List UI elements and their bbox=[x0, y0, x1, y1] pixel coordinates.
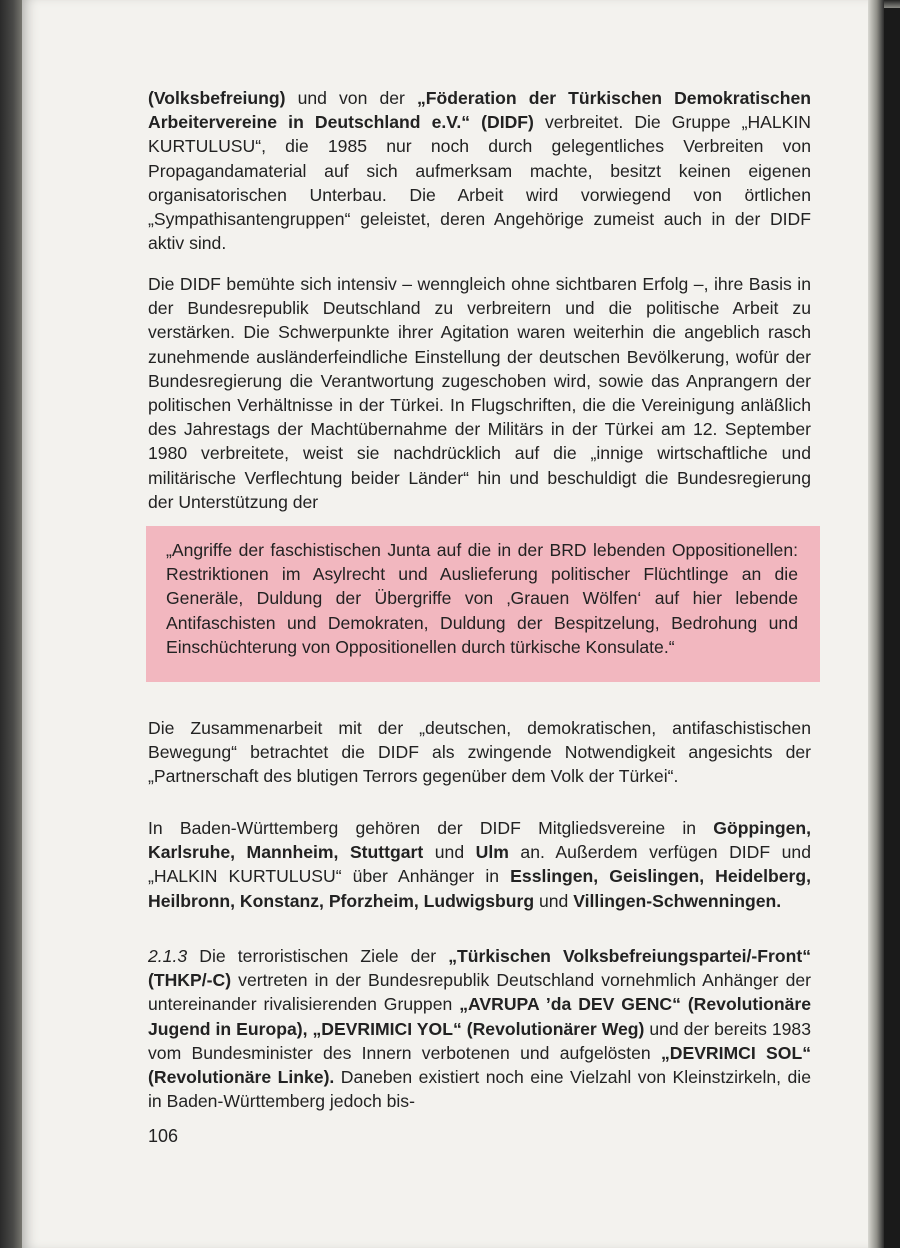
bold-term: „Föderation der Türkischen Demokratischen Arbeitervereine in Deutschland e.V.“ (DIDF) bbox=[148, 88, 811, 133]
text-run: verbreitet. Die Gruppe „HALKIN KURTULUSU“, die 1985 nur noch durch gelegentliches Verbreiten von Propagandamaterial auf sich aufmerksam machte, besitzt keinen eigenen organisatorischen Unterbau. Die Arbeit wird vorwiegend von örtlichen „Sympathisantengruppen“ geleistet, deren Angehörige zumeist auch in der DIDF aktiv sind. bbox=[148, 112, 811, 254]
text-run: an. Außerdem verfügen DIDF und „HALKIN KURTULUSU“ über Anhänger in bbox=[148, 842, 811, 887]
text-run: und bbox=[423, 842, 476, 863]
paragraph-3: Die Zusammenarbeit mit der „deutschen, demokratischen, antifaschistischen Bewegung“ betrachtet die DIDF als zwingende Notwendigkeit angesichts der „Partnerschaft des blutigen Terrors gegenüber dem Volk der Türkei“. bbox=[148, 718, 811, 787]
paragraph-1 bbox=[148, 86, 811, 272]
page-number: 106 bbox=[148, 1126, 179, 1146]
bold-term: „AVRUPA ’da DEV GENC“ (Revolutionäre Jugend in Europa), „DEVRIMICI YOL“ (Revolutionärer Weg) bbox=[148, 994, 811, 1039]
text-run: vertreten in der Bundesrepublik Deutschland vornehmlich Anhänger der untereinander rivalisierenden Gruppen bbox=[148, 970, 811, 1015]
section-number: 2.1.3 bbox=[148, 946, 188, 966]
text-run: und von der bbox=[285, 88, 417, 108]
block-quote: „Angriffe der faschistischen Junta auf die in der BRD lebenden Oppositionellen: Restriktionen im Asylrecht und Auslieferung politischer Flüchtlinge an die Generäle, Duldung der Übergriffe von ‚Grauen Wölfen‘ auf hier lebende Antifaschisten und Demokraten, Duldung der Bespitzelung, Bedrohung und Einschüchterung von Oppositionellen durch türkische Konsulate.“ bbox=[166, 540, 798, 657]
text-run: Daneben existiert noch eine Vielzahl von Kleinstzirkeln, die in Baden-Württemberg jedoch bis- bbox=[148, 1067, 811, 1112]
bold-term: Göppingen, Karlsruhe, Mannheim, Stuttgart bbox=[148, 818, 811, 863]
bold-term: (Volksbefreiung) bbox=[148, 88, 286, 108]
bold-term: „DEVRIMCI SOL“ (Revolutionäre Linke). bbox=[148, 1042, 811, 1088]
paragraph-5 bbox=[148, 944, 811, 1113]
paragraph-2: Die DIDF bemühte sich intensiv – wenngleich ohne sichtbaren Erfolg –, ihre Basis in der Bundesrepublik Deutschland zu verbreitern und die politische Arbeit zu verstärken. Die Schwerpunkte ihrer Agitation waren weiterhin die angeblich rasch zunehmende ausländerfeindliche Einstellung der deutschen Bevölkerung, wofür der Bundesregierung die Verantwortung zugeschoben wird, sowie das Anprangern der politischen Verhältnisse in der Türkei. In Flugschriften, die die Vereinigung anläßlich des Jahrestags der Machtübernahme der Militärs in der Türkei am 12. September 1980 verbreitete, weist sie nachdrücklich auf die „innige wirtschaftliche und militärische Verflechtung beider Länder“ hin und beschuldigt die Bundesregierung der Unterstützung der bbox=[148, 274, 811, 512]
text-run: In Baden-Württemberg gehören der DIDF Mitgliedsvereine in bbox=[148, 818, 714, 838]
paragraph-4 bbox=[148, 816, 811, 913]
bold-term: „Türkischen Volksbefreiungspartei/-Front“ (THKP/-C) bbox=[148, 946, 811, 991]
bold-term: Ulm bbox=[475, 842, 509, 863]
bold-term: Esslingen, Geislingen, Heidelberg, Heilbronn, Konstanz, Pforzheim, Ludwigsburg bbox=[148, 866, 811, 911]
text-run: und bbox=[534, 890, 574, 911]
book-spine-shadow bbox=[0, 0, 22, 1248]
text-run: Die terroristischen Ziele der bbox=[187, 946, 449, 966]
page-edge-right bbox=[868, 0, 884, 1248]
text-run: und der bereits 1983 vom Bundesminister des Innern verbotenen und aufgelösten bbox=[148, 1018, 811, 1063]
bold-term: Villingen-Schwenningen. bbox=[573, 890, 782, 911]
